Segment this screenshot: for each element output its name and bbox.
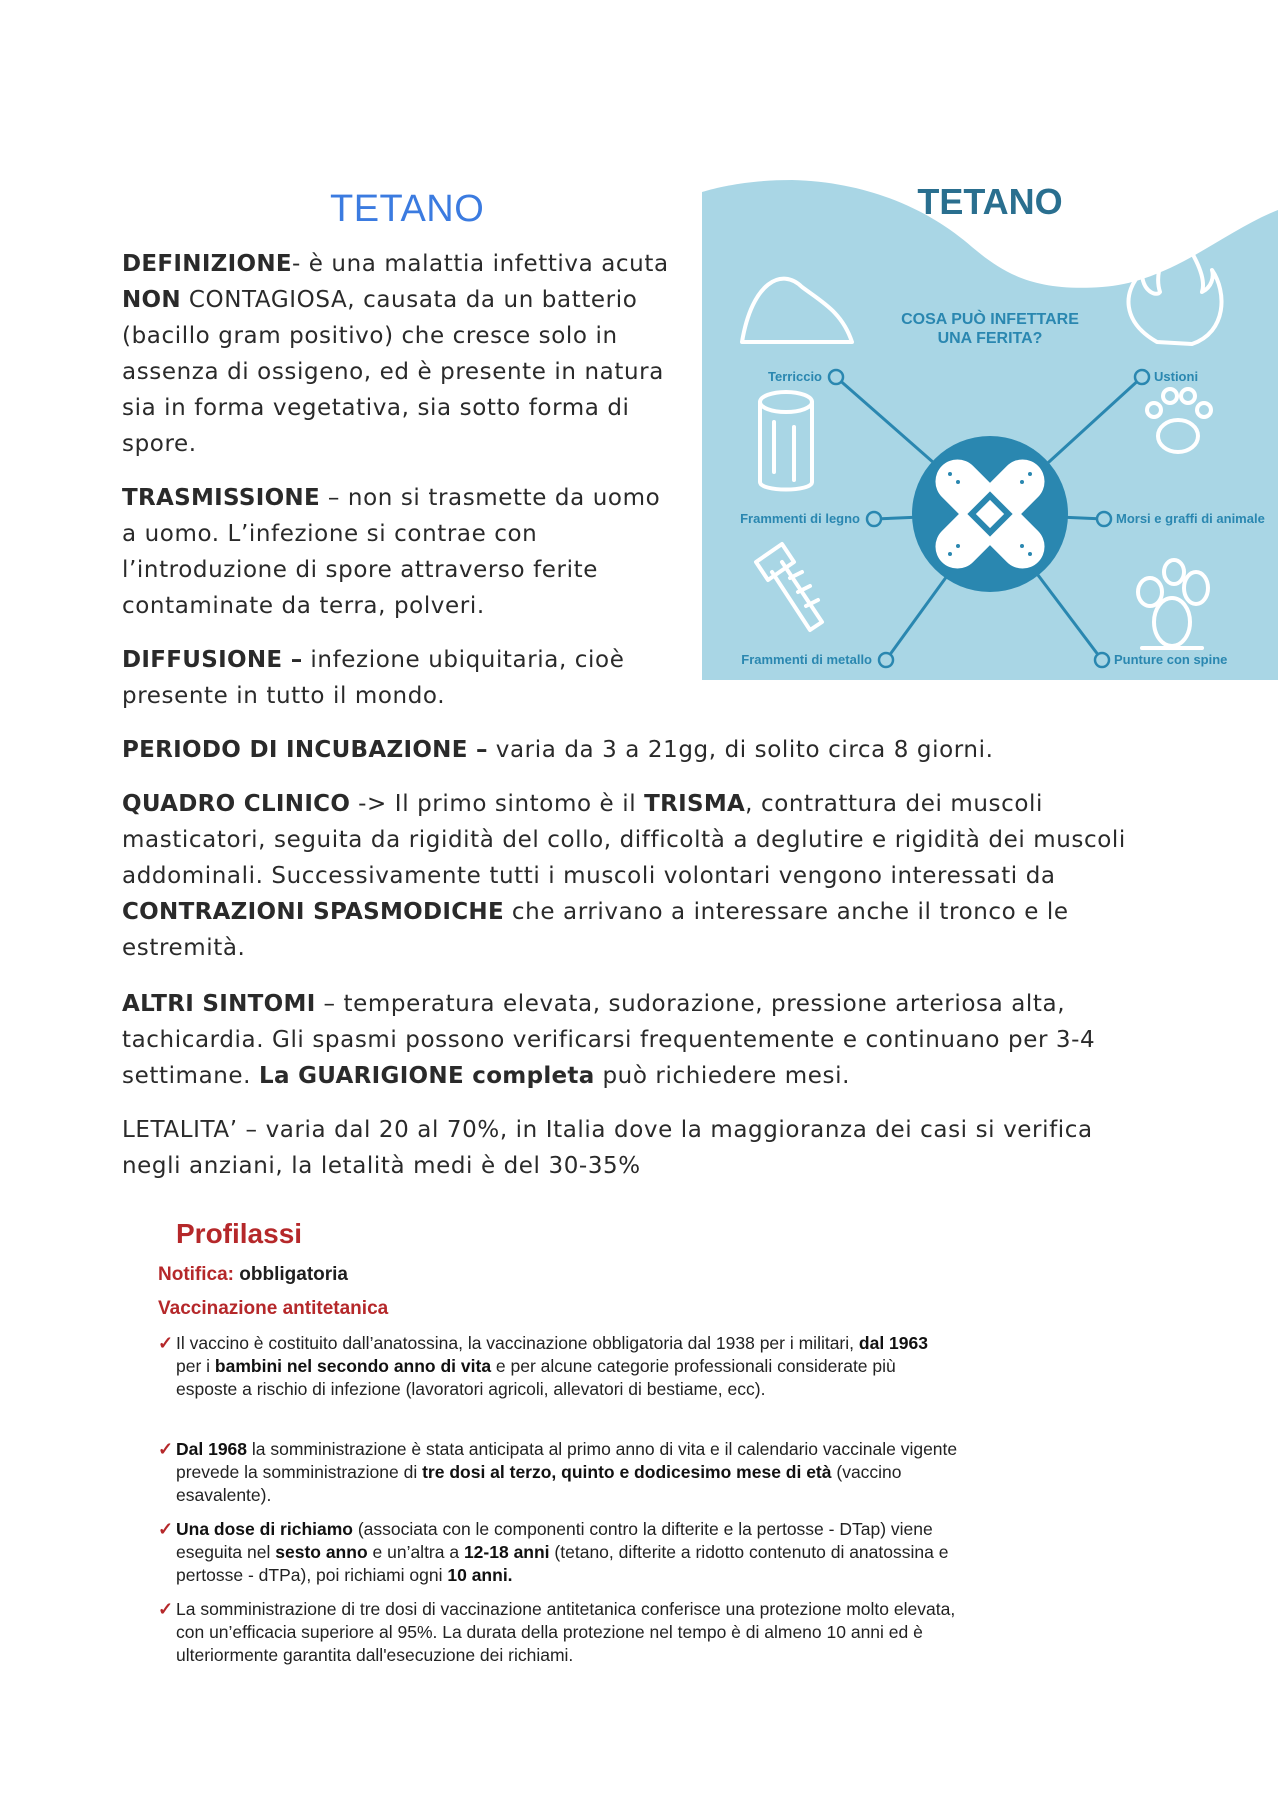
notifica-label: Notifica: [158,1264,234,1285]
quadro-bold-1: TRISMA [644,791,746,817]
bullet-4 [158,1598,958,1667]
quadro-text-1: -> Il primo sintomo è il [350,791,645,817]
tetano-infographic [702,152,1278,680]
label-terriccio: Terriccio [768,369,822,384]
b3-s1: Una dose di richiamo [176,1519,353,1539]
quadro-bold-2: CONTRAZIONI SPASMODICHE [122,899,504,925]
altri-text-2: può richiedere mesi. [594,1063,851,1089]
diffusione-label: DIFFUSIONE – [122,647,303,673]
b2-t2: (vaccino esavalente). [176,1462,902,1505]
altri-bold-1: La GUARIGIONE completa [259,1063,595,1089]
letalita-paragraph: LETALITA’ – varia dal 20 al 70%, in Italia dove la maggioranza dei casi si verifica negli anziani, la letalità medi è del 30-35% [122,1117,1093,1179]
b1-t2: per i [176,1356,215,1376]
check-icon: ✓ [158,1333,174,1353]
b2-t1: la somministrazione è stata anticipata al primo anno di vita e il calendario vaccinale vigente prevede la somministrazione di [176,1439,958,1482]
check-icon: ✓ [158,1519,174,1539]
diffusione-text: infezione ubiquitaria, cioè presente in tutto il mondo. [122,647,625,709]
bullet-3 [158,1518,958,1587]
b1-s2: bambini nel secondo anno di vita [214,1356,492,1376]
definizione-text-2: CONTAGIOSA, causata da un batterio (bacillo gram positivo) che cresce solo in assenza di ossigeno, ed è presente in natura sia in forma vegetativa, sia sotto forma di spore. [122,287,664,457]
trasmissione-paragraph [122,480,682,624]
profilassi-heading: Profilassi [176,1218,303,1249]
b3-t1: (associata con le componenti contro la difterite e la pertosse - DTap) viene eseguita nel [176,1519,933,1562]
check-icon: ✓ [158,1599,174,1619]
notifica-row [158,1264,348,1286]
b4-t1: La somministrazione di tre dosi di vaccinazione antitetanica conferisce una protezione molto elevata, con un’efficacia superiore al 95%. La durata della protezione nel tempo è di almeno 10 anni ed è ulteriormente garantita dall'esecuzione dei richiami. [176,1599,956,1665]
incubazione-label: PERIODO DI INCUBAZIONE – [122,737,488,763]
b1-s1: dal 1963 [858,1333,928,1353]
label-metallo: Frammenti di metallo [741,652,872,667]
quadro-text-3: che arrivano a interessare anche il tronco e le estremità. [122,899,1069,961]
incubazione-paragraph [122,732,1182,768]
definizione-text-1: - è una malattia infettiva acuta [291,251,669,277]
quadro-paragraph [122,786,1132,966]
check-icon: ✓ [158,1439,174,1459]
trasmissione-label: TRASMISSIONE [122,485,320,511]
bandage-icon [912,436,1068,592]
b2-s1: Dal 1968 [176,1439,248,1459]
vaccinazione-label: Vaccinazione antitetanica [158,1298,389,1319]
b3-s3: 12-18 anni [463,1542,550,1562]
altri-text-1: – temperatura elevata, sudorazione, pressione arteriosa alta, tachicardia. Gli spasmi possono verificarsi frequentemente e continuano per 3-4 settimane. [122,991,1096,1089]
b3-t2: e un’altra a [367,1542,464,1562]
infographic-question-1: COSA PUÒ INFETTARE [901,311,1079,328]
label-spine: Punture con spine [1114,652,1228,667]
page-title: TETANO [330,188,485,230]
notifica-value: obbligatoria [239,1264,349,1285]
label-morsi: Morsi e graffi di animale [1116,511,1265,526]
diffusione-paragraph [122,642,682,714]
b1-t3: e per alcune categorie professionali considerate più esposte a rischio di infezione (lavoratori agricoli, allevatori di bestiame, ecc). [176,1356,896,1399]
b3-t3: (tetano, difterite a ridotto contenuto di anatossina e pertosse - dTPa), poi richiami ogni [176,1542,949,1585]
altri-label: ALTRI SINTOMI [122,991,316,1017]
definizione-paragraph [122,246,692,462]
b1-t1: Il vaccino è costituito dall’anatossina, la vaccinazione obbligatoria dal 1938 per i militari, [176,1333,859,1353]
bullet-2 [158,1438,958,1507]
b3-s2: sesto anno [275,1542,368,1562]
bullet-1 [158,1332,958,1401]
label-ustioni: Ustioni [1154,369,1199,384]
altri-paragraph [122,986,1162,1094]
quadro-text-2: , contrattura dei muscoli masticatori, seguita da rigidità del collo, difficoltà a deglutire e rigidità dei muscoli addominali. Successivamente tutti i muscoli volontari vengono interessati da [122,791,1126,889]
label-legno: Frammenti di legno [740,511,860,526]
infographic-title: TETANO [917,181,1063,222]
incubazione-text: varia da 3 a 21gg, di solito circa 8 giorni. [487,737,994,763]
trasmissione-text: – non si trasmette da uomo a uomo. L’infezione si contrae con l’introduzione di spore attraverso ferite contaminate da terra, polveri. [122,485,661,619]
quadro-label: QUADRO CLINICO [122,791,351,817]
definizione-bold-1: NON [122,287,181,313]
profilassi-box [158,1210,958,1680]
infographic-question-2: UNA FERITA? [937,330,1043,347]
b2-s2: tre dosi al terzo, quinto e dodicesimo mese di età [422,1462,832,1482]
definizione-label: DEFINIZIONE [122,251,292,277]
b3-s4: 10 anni. [447,1565,513,1585]
